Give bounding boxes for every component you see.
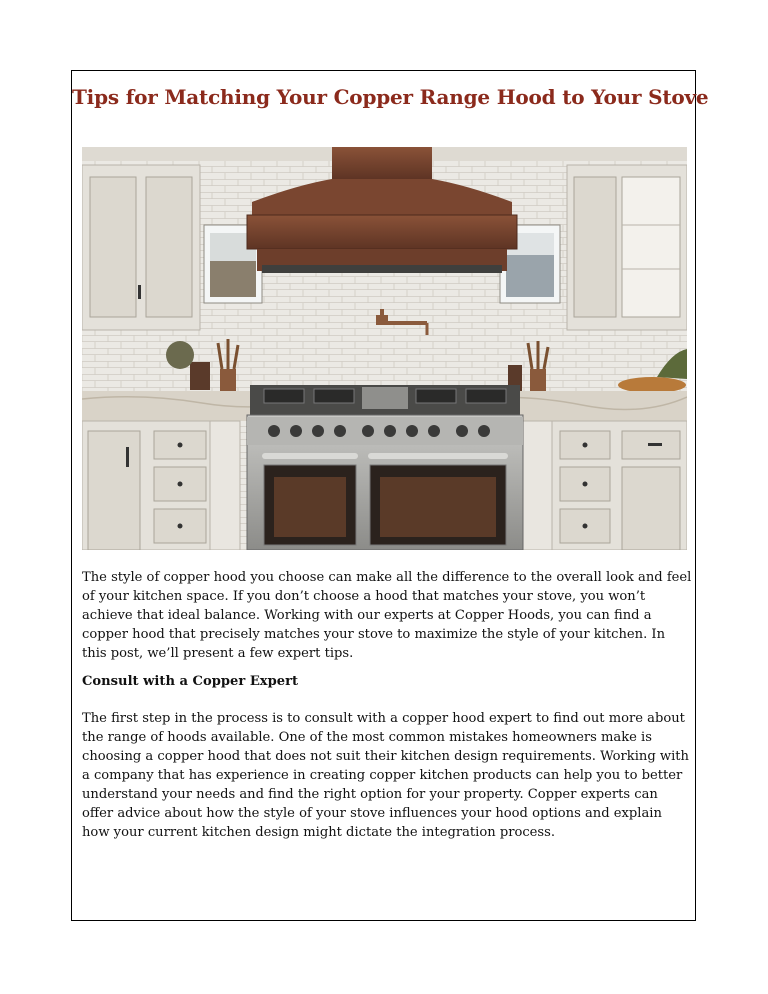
right-lower-cabinet: [522, 421, 687, 550]
section-paragraph: The first step in the process is to consult with a copper hood expert to find out more about the range of hoods available. One of the most common mistakes homeowners make is choosing a copper hood that does not suit their kitchen design requirements. Working with a company that has experience in creating copper kitchen products can help you to better understand your needs and find the right option for your property. Copper experts can offer advice about how the style of your stove influences your hood options and explain how your current kitchen design might dictate the integration process.: [82, 711, 689, 840]
stainless-steel-range: [247, 385, 523, 550]
left-lower-cabinet: [82, 421, 240, 550]
kitchen-photo: [82, 147, 687, 550]
section-heading: Consult with a Copper Expert: [82, 674, 299, 689]
page-frame: [71, 70, 709, 921]
left-upper-cabinet: [82, 165, 200, 330]
page-title: Tips for Matching Your Copper Range Hood to Your Stove: [72, 85, 709, 109]
intro-paragraph: The style of copper hood you choose can make all the difference to the overall look and feel of your kitchen space. If you don’t choose a hood that matches your stove, you won’t achieve that ideal balance. Working with our experts at Copper Hoods, you can find a copper hood that precisely matches your stove to maximize the style of your kitchen. In this post, we’ll present a few expert tips.: [82, 570, 692, 661]
right-upper-cabinet: [567, 165, 687, 330]
